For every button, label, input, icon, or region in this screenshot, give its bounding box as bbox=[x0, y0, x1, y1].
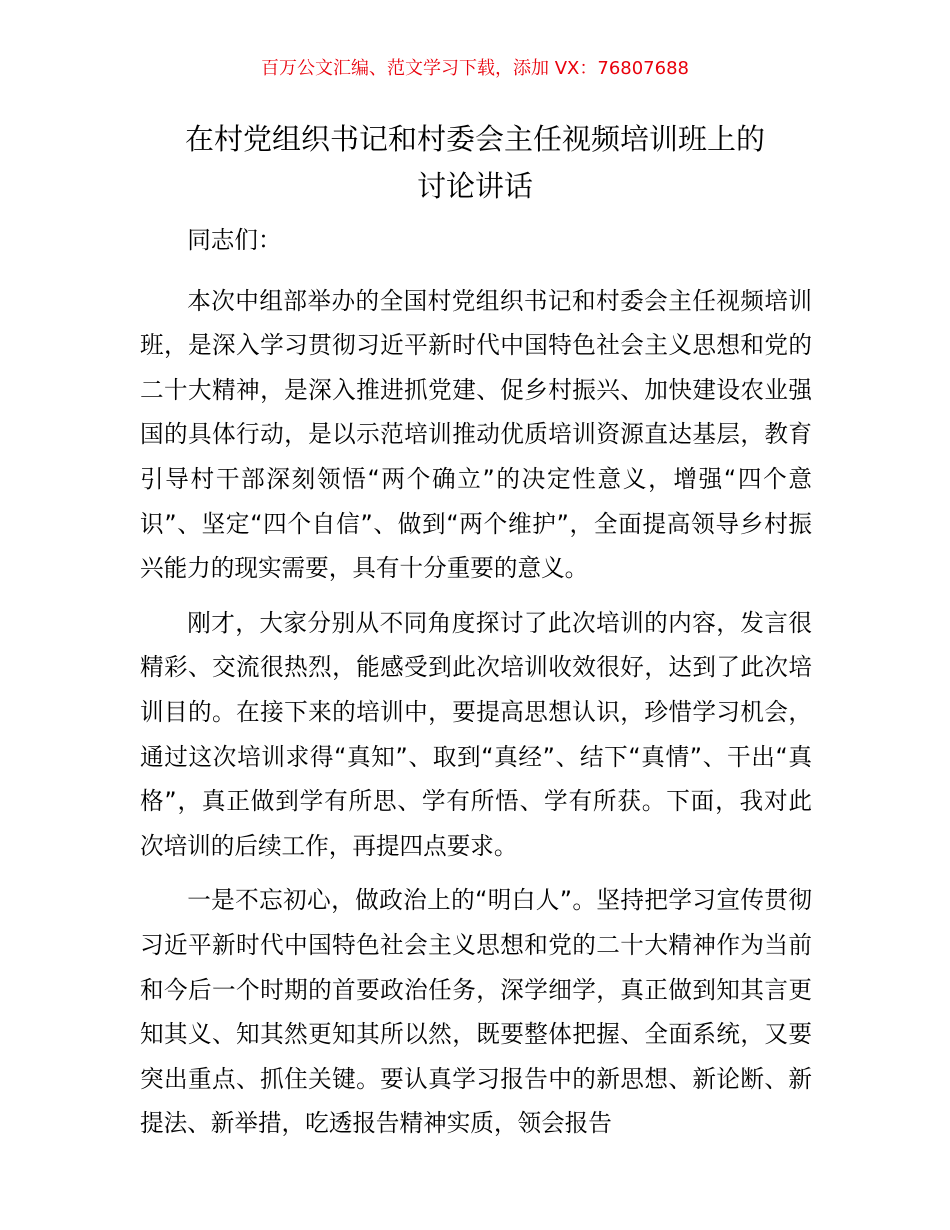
body-paragraph-1: 本次中组部举办的全国村党组织书记和村委会主任视频培训班，是深入学习贯彻习近平新时代中国特色社会主义思想和党的二十大精神，是深入推进抓党建、促乡村振兴、加快建设农业强国的具体行动，是以示范培训推动优质培训资源直达基层，教育引导村干部深刻领悟“两个确立”的决定性意义，增强“四个意识”、坚定“四个自信”、做到“两个维护”，全面提高领导乡村振兴能力的现实需要，具有十分重要的意义。 bbox=[140, 286, 812, 583]
salutation: 同志们： bbox=[187, 226, 282, 254]
watermark-header bbox=[0, 56, 950, 82]
document-title bbox=[100, 116, 850, 210]
title-line-1: 在村党组织书记和村委会主任视频培训班上的 bbox=[184, 122, 765, 156]
header-text: 百万公文汇编、范文学习下载，添加 VX：76807688 bbox=[261, 58, 689, 79]
title-line-2: 讨论讲话 bbox=[416, 169, 533, 203]
body-paragraph-3: 一是不忘初心，做政治上的“明白人”。坚持把学习宣传贯彻习近平新时代中国特色社会主义思想和党的二十大精神作为当前和今后一个时期的首要政治任务，深学细学，真正做到知其言更知其义、知其然更知其所以然，既要整体把握、全面系统，又要突出重点、抓住关键。要认真学习报告中的新思想、新论断、新提法、新举措，吃透报告精神实质，领会报告 bbox=[140, 886, 812, 1138]
document-body bbox=[140, 218, 812, 1146]
body-paragraph-2: 刚才，大家分别从不同角度探讨了此次培训的内容，发言很精彩、交流很热烈，能感受到此次培训收效很好，达到了此次培训目的。在接下来的培训中，要提高思想认识，珍惜学习机会，通过这次培训求得“真知”、取到“真经”、结下“真情”、干出“真格”，真正做到学有所思、学有所悟、学有所获。下面，我对此次培训的后续工作，再提四点要求。 bbox=[140, 608, 812, 860]
